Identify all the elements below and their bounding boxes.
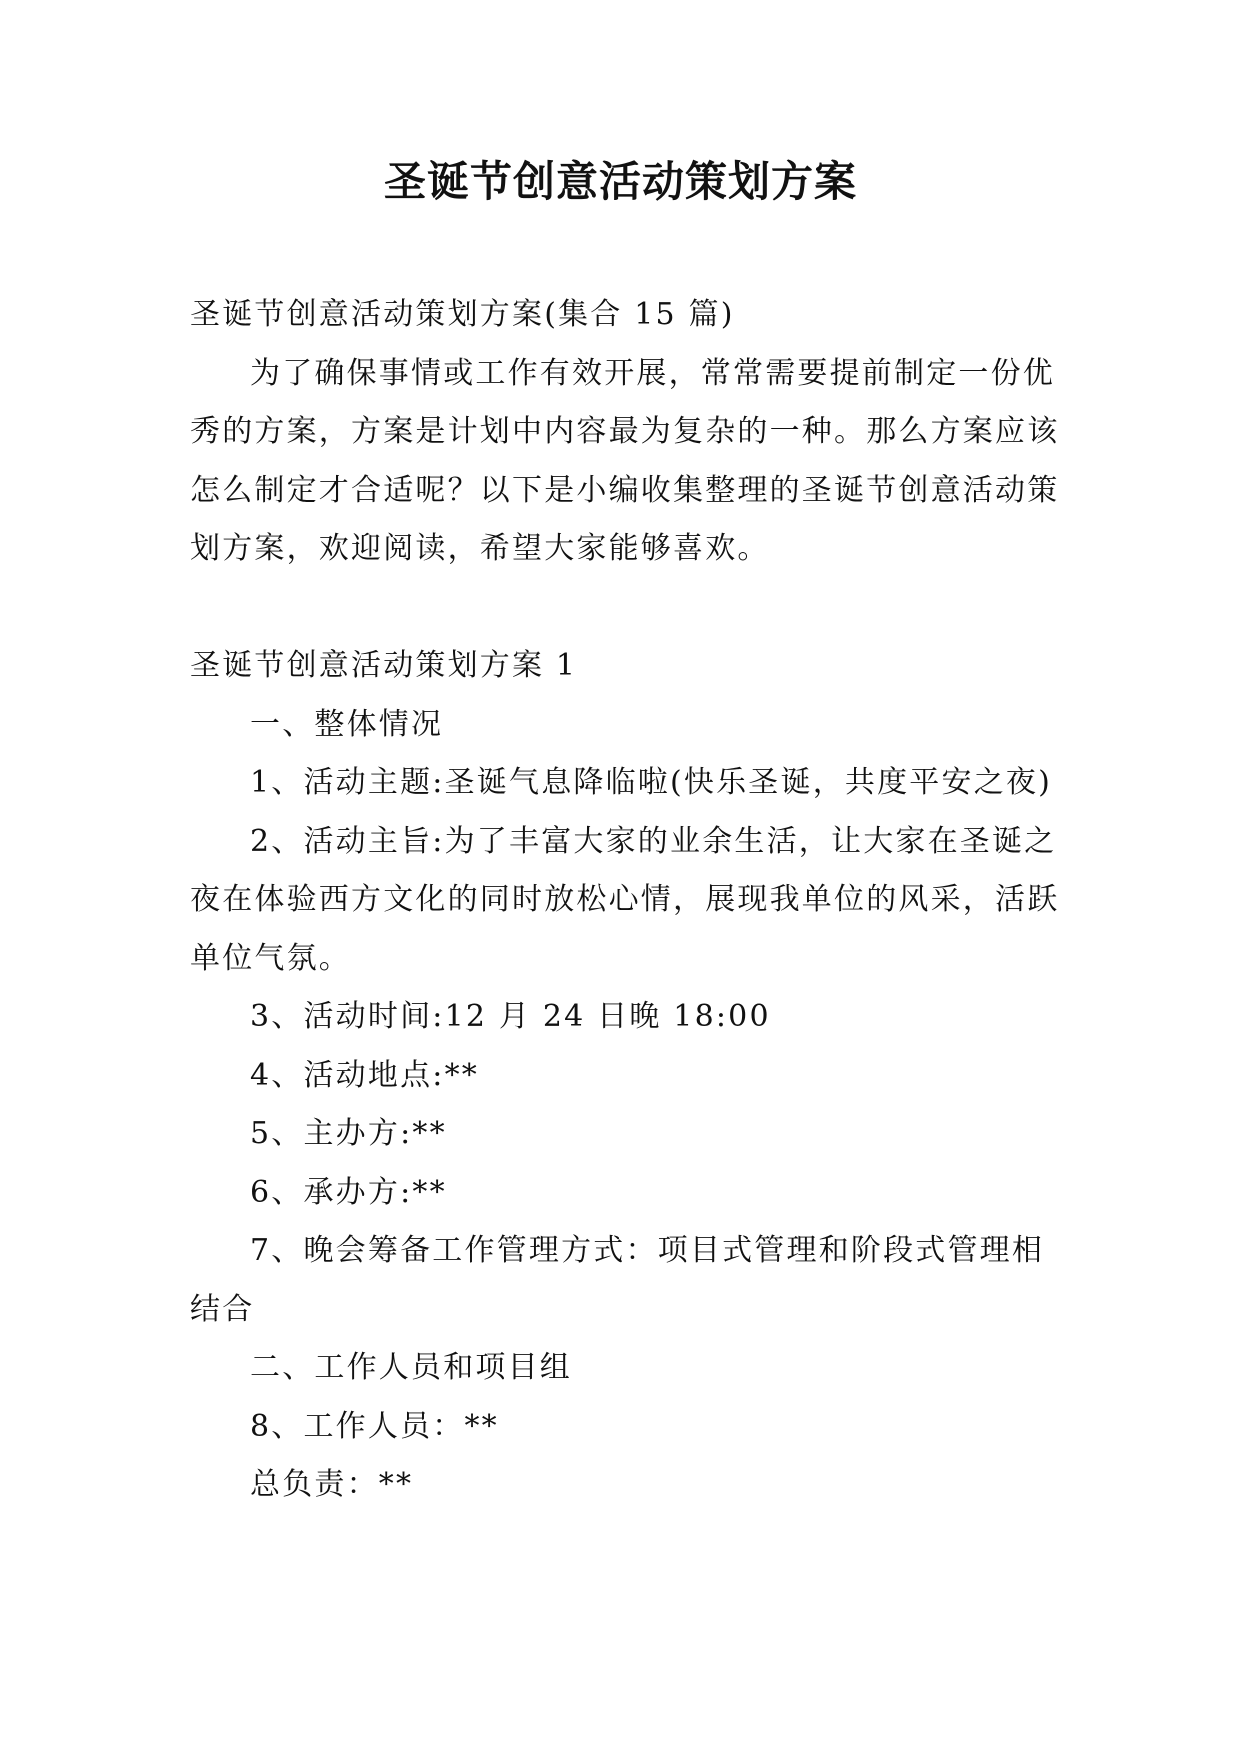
section-heading-overview: 一、整体情况 <box>250 706 444 742</box>
document-body <box>190 286 1062 1515</box>
item-theme: 1、活动主题:圣诞气息降临啦(快乐圣诞，共度平安之夜) <box>250 765 1053 800</box>
item-staff: 8、工作人员：** <box>250 1408 499 1444</box>
section-heading: 圣诞节创意活动策划方案 1 <box>190 648 578 683</box>
item-co-organizer: 6、承办方:** <box>250 1174 447 1210</box>
item-organizer: 5、主办方:** <box>250 1116 447 1151</box>
item-location: 4、活动地点:** <box>250 1057 479 1093</box>
paragraph-gap <box>190 579 1062 638</box>
section-heading-staff: 二、工作人员和项目组 <box>250 1350 572 1385</box>
document-title: 圣诞节创意活动策划方案 <box>383 157 857 206</box>
intro-paragraph: 为了确保事情或工作有效开展，常常需要提前制定一份优秀的方案，方案是计划中内容最为复杂的一种。那么方案应该怎么制定才合适呢？以下是小编收集整理的圣诞节创意活动策划方案，欢迎阅读，希望大家能够喜欢。 <box>190 355 1060 566</box>
item-management: 7、晚会筹备工作管理方式：项目式管理和阶段式管理相结合 <box>190 1233 1045 1327</box>
document-subtitle: 圣诞节创意活动策划方案(集合 15 篇) <box>190 297 735 332</box>
item-purpose: 2、活动主旨:为了丰富大家的业余生活，让大家在圣诞之夜在体验西方文化的同时放松心情，展现我单位的风采，活跃单位气氛。 <box>190 823 1060 976</box>
item-head: 总负责：** <box>250 1467 414 1502</box>
item-time: 3、活动时间:12 月 24 日晚 18:00 <box>250 999 771 1034</box>
